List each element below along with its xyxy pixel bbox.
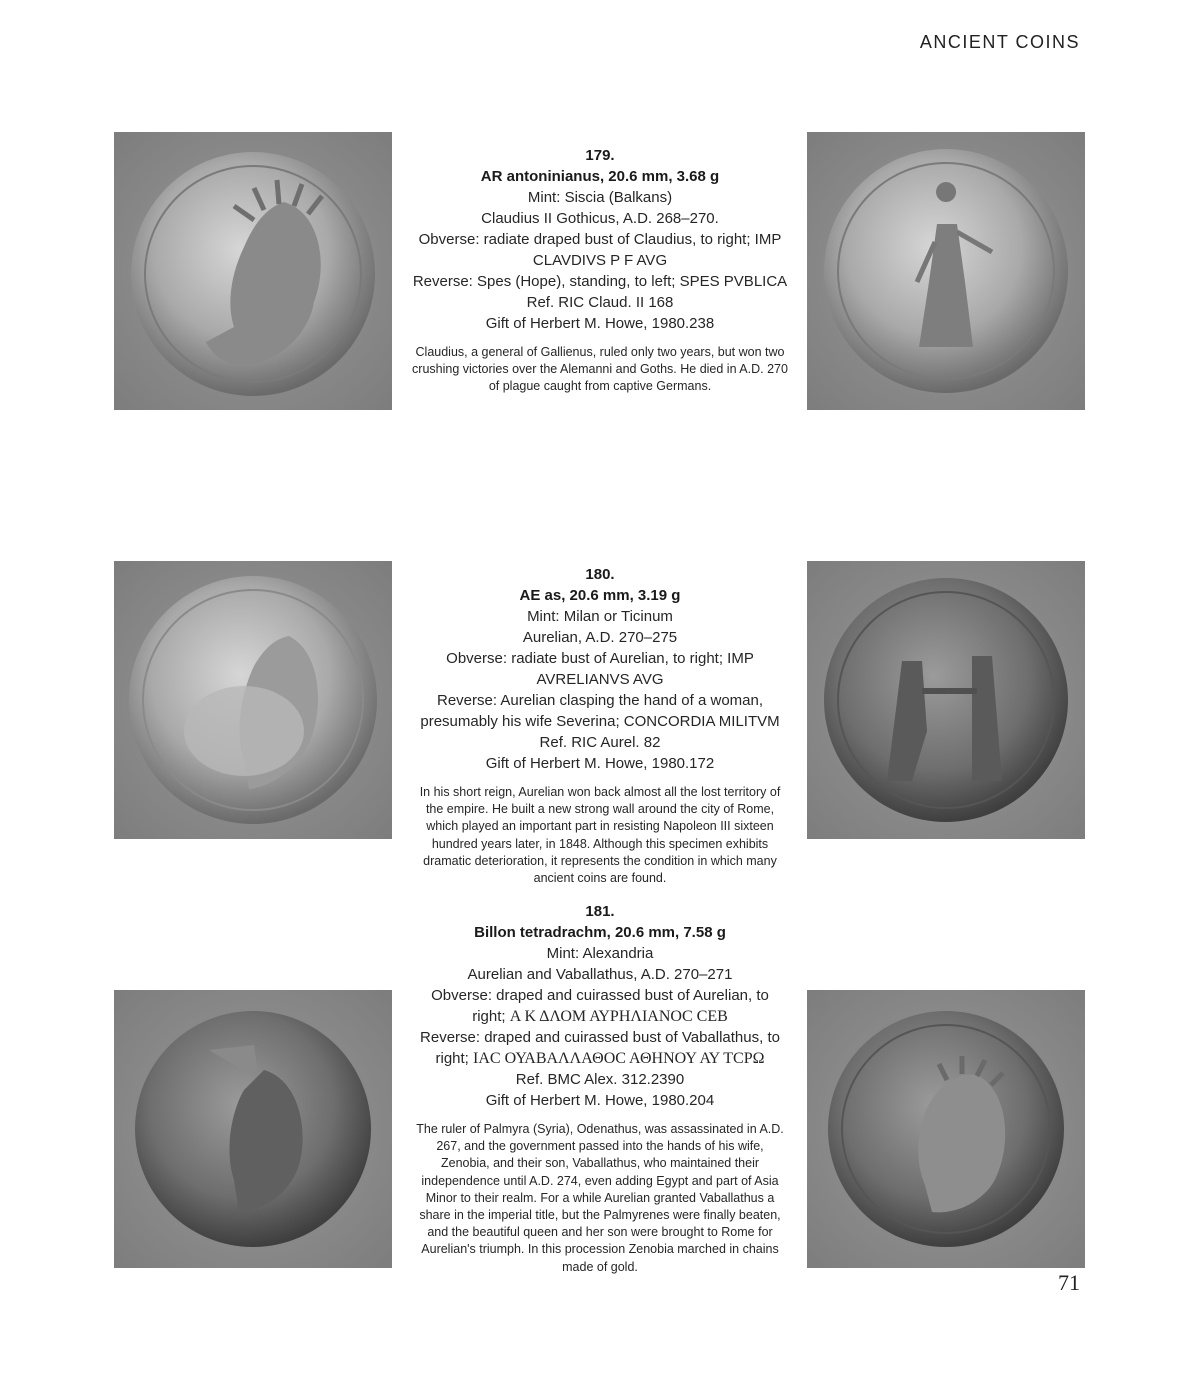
- entry-reference: Ref. RIC Claud. II 168: [526, 294, 674, 311]
- entry-obverse-legend: Α Κ ΔΛΟΜ ΑΥΡΗΛΙΑΝΟϹ ϹΕΒ: [509, 1008, 728, 1025]
- entry-number: 181.: [585, 903, 615, 920]
- entry-title: Billon tetradrachm, 20.6 mm, 7.58 g: [474, 924, 726, 941]
- catalog-entry-180: [412, 565, 788, 887]
- entry-ruler: Aurelian and Vaballathus, A.D. 270–271: [467, 966, 733, 983]
- coin-180-obverse-photo: [114, 561, 392, 839]
- entry-reverse-lead: right;: [435, 1050, 469, 1067]
- entry-reference: Ref. BMC Alex. 312.2390: [515, 1071, 685, 1088]
- entry-gift: Gift of Herbert M. Howe, 1980.204: [485, 1092, 715, 1109]
- entry-obverse-lead: right;: [472, 1008, 506, 1025]
- coin-181-reverse-photo: [807, 990, 1085, 1268]
- entry-note: Claudius, a general of Gallienus, ruled only two years, but won two crushing victories over the Alemanni and Goths. He died in A.D. 270 of plague caught from captive Germans.: [412, 345, 788, 394]
- coin-180-reverse-photo: [807, 561, 1085, 839]
- entry-gift: Gift of Herbert M. Howe, 1980.172: [485, 755, 715, 772]
- entry-reverse: Reverse: Spes (Hope), standing, to left; SPES PVBLICA: [412, 273, 788, 290]
- entry-ruler: Aurelian, A.D. 270–275: [522, 629, 678, 646]
- entry-reverse: [412, 1027, 788, 1069]
- entry-obverse: Obverse: radiate draped bust of Claudius, to right; IMP CLAVDIVS P F AVG: [418, 231, 782, 269]
- entry-obverse: [412, 985, 788, 1027]
- entry-title: AE as, 20.6 mm, 3.19 g: [519, 587, 681, 604]
- page-number: 71: [1058, 1270, 1080, 1295]
- entry-reverse-legend: ΙΑϹ ΟΥΑΒΑΛΛΑΘΟϹ ΑΘΗΝΟΥ ΑΥ ΤϹΡΩ: [473, 1050, 765, 1067]
- entry-mint: Mint: Alexandria: [546, 945, 654, 962]
- entry-number: 179.: [585, 147, 615, 164]
- entry-note: The ruler of Palmyra (Syria), Odenathus, was assassinated in A.D. 267, and the government passed into the hands of his wife, Zenobia, and their son, Vaballathus, who maintained their independence until A.D. 274, even adding Egypt and part of Asia Minor to their realm. For a while Aurelian granted Vaballathus a share in the imperial title, but the Palmyrenes were finally beaten, and the beautiful queen and her son were brought to Rome for Aurelian's triumph. In this procession Zenobia marched in chains made of gold.: [416, 1122, 784, 1274]
- entry-obverse-label: Obverse: draped and cuirassed bust of Aurelian, to: [431, 987, 769, 1004]
- entry-mint: Mint: Milan or Ticinum: [527, 608, 673, 625]
- coin-179-obverse-photo: [114, 132, 392, 410]
- running-head: ANCIENT COINS: [919, 32, 1080, 52]
- entry-obverse: Obverse: radiate bust of Aurelian, to right; IMP AVRELIANVS AVG: [446, 650, 754, 688]
- entry-note: In his short reign, Aurelian won back almost all the lost territory of the empire. He built a new strong wall around the city of Rome, which played an important part in resisting Napoleon III sixteen hundred years later, in 1848. Although this specimen exhibits dramatic deterioration, it represents the condition in which many ancient coins are found.: [419, 785, 781, 886]
- entry-gift: Gift of Herbert M. Howe, 1980.238: [485, 315, 715, 332]
- entry-mint: Mint: Siscia (Balkans): [527, 189, 673, 206]
- entry-number: 180.: [585, 566, 615, 583]
- entry-title: AR antoninianus, 20.6 mm, 3.68 g: [480, 168, 720, 185]
- entry-reverse-label: Reverse: draped and cuirassed bust of Vaballathus, to: [420, 1029, 780, 1046]
- entry-reference: Ref. RIC Aurel. 82: [539, 734, 661, 751]
- coin-181-obverse-photo: [114, 990, 392, 1268]
- entry-ruler: Claudius II Gothicus, A.D. 268–270.: [481, 210, 719, 227]
- entry-reverse: Reverse: Aurelian clasping the hand of a woman, presumably his wife Severina; CONCORDIA MILITVM: [420, 692, 780, 730]
- catalog-entry-181: [412, 902, 788, 1276]
- coin-179-reverse-photo: [807, 132, 1085, 410]
- catalog-entry-179: [412, 146, 788, 396]
